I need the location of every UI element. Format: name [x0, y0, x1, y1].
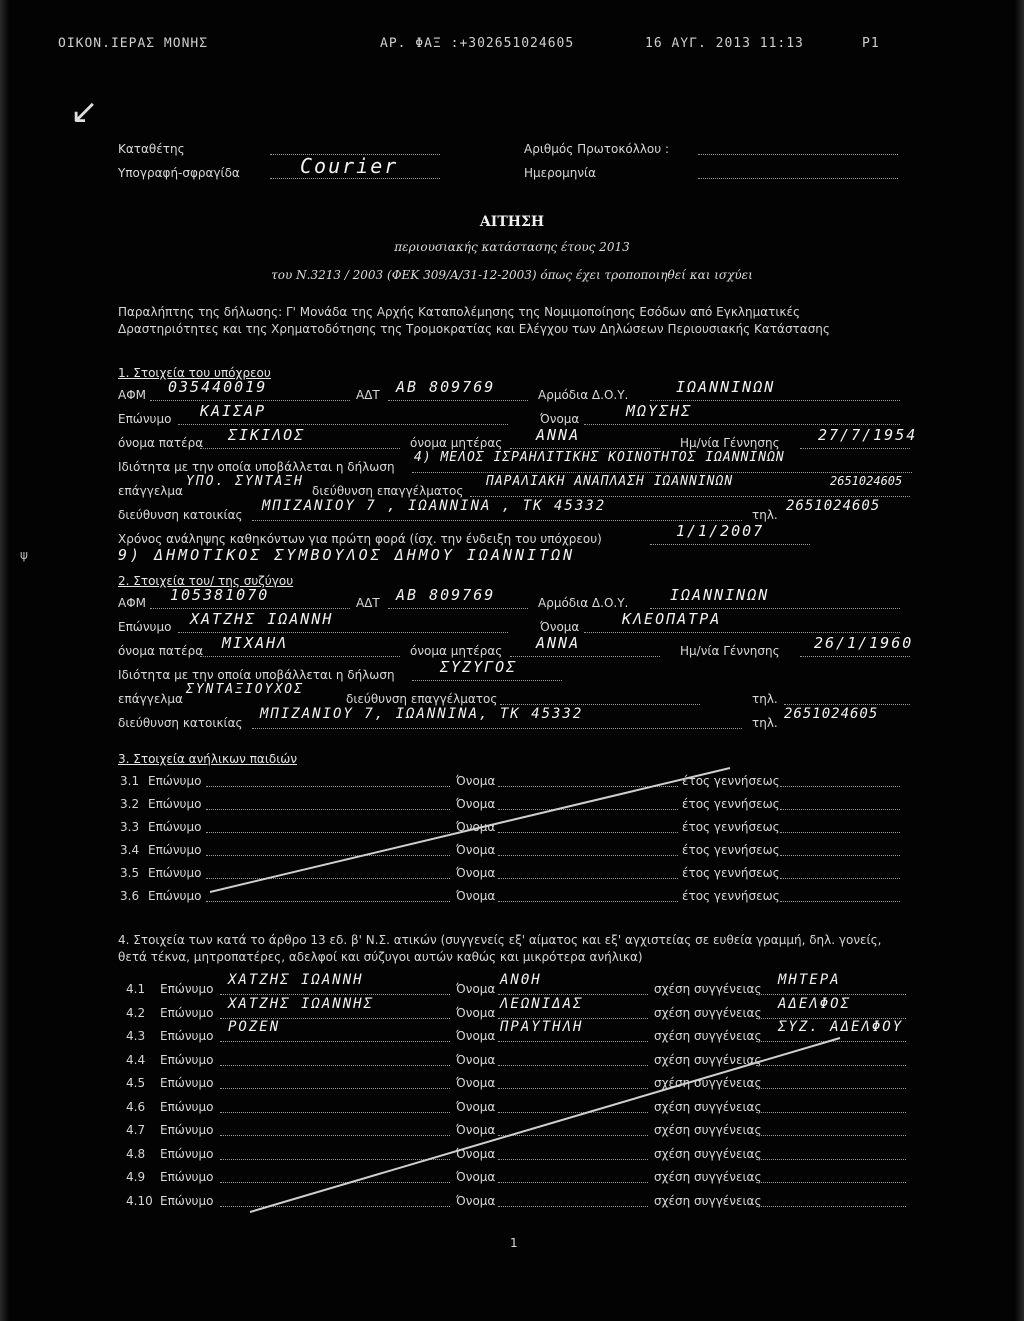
s2-afm-label: ΑΦΜ — [118, 596, 147, 610]
s4-surname-line — [220, 1053, 450, 1066]
s1-doy-label: Αρμόδια Δ.Ο.Υ. — [538, 388, 629, 402]
s2-mother: ΑΝΝΑ — [536, 634, 581, 652]
s3-name-label: Όνομα — [456, 889, 496, 903]
s2-capacity-label: Ιδιότητα με την οποία υποβάλλεται η δήλωση — [118, 668, 395, 682]
scan-edge-left — [0, 0, 10, 1321]
s4-name-label: Όνομα — [456, 1170, 496, 1184]
s1-start: 1/1/2007 — [676, 522, 765, 540]
s2-birth: 26/1/1960 — [814, 634, 914, 652]
s2-home-tel-label: τηλ. — [752, 716, 778, 730]
s1-home-label: διεύθυνση κατοικίας — [118, 508, 243, 522]
fax-page: P1 — [862, 36, 880, 51]
s3-surname-label: Επώνυμο — [148, 774, 202, 788]
s2-name-label: Όνομα — [540, 620, 580, 634]
s3-year-label: έτος γεννήσεως — [682, 820, 780, 834]
s3-name-line — [498, 820, 678, 833]
s4-name-label: Όνομα — [456, 1076, 496, 1090]
fax-number: ΑΡ. ΦΑΞ :+302651024605 — [380, 36, 575, 51]
s3-year-label: έτος γεννήσεως — [682, 843, 780, 857]
s1-name-label: Όνομα — [540, 412, 580, 426]
s4-name-line — [498, 1053, 648, 1066]
section1-title: 1. Στοιχεία του υπόχρεου — [118, 366, 271, 380]
s1-office-tel: 2651024605 — [830, 474, 903, 488]
s3-surname-label: Επώνυμο — [148, 843, 202, 857]
s4-surname-line — [220, 1100, 450, 1113]
s1-afm-label: ΑΦΜ — [118, 388, 147, 402]
s3-surname-label: Επώνυμο — [148, 797, 202, 811]
s3-year-line — [780, 797, 900, 810]
s1-adt-label: ΑΔΤ — [356, 388, 380, 402]
scan-edge-right — [1014, 0, 1024, 1321]
s4-relation-line — [756, 1170, 906, 1183]
s2-surname-label: Επώνυμο — [118, 620, 172, 634]
s4-surname-line — [220, 1170, 450, 1183]
fax-datetime: 16 ΑΥΓ. 2013 11:13 — [645, 36, 804, 51]
s3-surname-line — [206, 889, 450, 902]
s1-office-addr: ΠΑΡΑΛΙΑΚΗ ΑΝΑΠΛΑΣΗ ΙΩΑΝΝΙΝΩΝ — [486, 474, 734, 489]
s1-mother: ΑΝΝΑ — [536, 426, 581, 444]
s1-home-tel: 2651024605 — [786, 498, 881, 514]
s2-surname: ΧΑΤΖΗΣ ΙΩΑΝΝΗ — [190, 610, 334, 628]
s4-name: ΛΕΩΝΙΔΑΣ — [500, 996, 584, 1012]
s2-doy-label: Αρμόδια Δ.Ο.Υ. — [538, 596, 629, 610]
recipient-label: Καταθέτης — [118, 142, 185, 156]
s3-name-line — [498, 843, 678, 856]
s3-year-line — [780, 889, 900, 902]
s3-surname-line — [206, 866, 450, 879]
s3-year-line — [780, 866, 900, 879]
s1-name: ΜΩΥΣΗΣ — [626, 402, 693, 420]
s2-office-label: επάγγελμα — [118, 692, 183, 706]
s1-capacity-label: Ιδιότητα με την οποία υποβάλλεται η δήλωση — [118, 460, 395, 474]
s4-relation: ΜΗΤΕΡΑ — [778, 972, 841, 988]
s3-surname-line — [206, 797, 450, 810]
side-mark: ψ — [20, 548, 28, 562]
s1-extra: 9) ΔΗΜΟΤΙΚΟΣ ΣΥΜΒΟΥΛΟΣ ΔΗΜΟΥ ΙΩΑΝΝΙΤΩΝ — [118, 546, 576, 564]
s3-name-label: Όνομα — [456, 843, 496, 857]
s4-relation-label: σχέση συγγένειας — [654, 1076, 762, 1090]
s4-relation-label: σχέση συγγένειας — [654, 1006, 762, 1020]
s4-relation-line — [756, 1100, 906, 1113]
s4-row-no: 4.6 — [126, 1100, 146, 1114]
s1-surname-label: Επώνυμο — [118, 412, 172, 426]
s4-relation: ΑΔΕΛΦΟΣ — [778, 996, 852, 1012]
s4-surname-label: Επώνυμο — [160, 1006, 214, 1020]
s4-name-label: Όνομα — [456, 982, 496, 996]
s2-father-label: όνομα πατέρα — [118, 644, 204, 658]
s4-name-line — [498, 1147, 648, 1160]
s2-adt: ΑΒ 809769 — [396, 586, 496, 604]
s3-row-no: 3.2 — [120, 797, 140, 811]
s1-start-label: Χρόνος ανάληψης καθηκόντων για πρώτη φορά (ίσχ. την ένδειξη του υπόχρεου) — [118, 532, 602, 546]
s2-home-label: διεύθυνση κατοικίας — [118, 716, 243, 730]
s2-father: ΜΙΧΑΗΛ — [222, 634, 289, 652]
s2-office-tel-label: τηλ. — [752, 692, 778, 706]
s1-office-addr-label: διεύθυνση επαγγέλματος — [312, 484, 464, 498]
s1-capacity: 4) ΜΕΛΟΣ ΙΣΡΑΗΛΙΤΙΚΗΣ ΚΟΙΝΟΤΗΤΟΣ ΙΩΑΝΝΙΝΩΝ — [414, 450, 785, 465]
s4-surname-line — [220, 1147, 450, 1160]
s4-surname-line — [220, 1123, 450, 1136]
s3-name-label: Όνομα — [456, 774, 496, 788]
s4-surname: ΡΟΖΕΝ — [228, 1019, 281, 1035]
s4-relation-label: σχέση συγγένειας — [654, 982, 762, 996]
s1-father-label: όνομα πατέρα — [118, 436, 204, 450]
handwritten-mark-icon: ↙ — [70, 92, 99, 132]
s3-row-no: 3.4 — [120, 843, 140, 857]
s4-surname-label: Επώνυμο — [160, 1029, 214, 1043]
s4-name-line — [498, 1170, 648, 1183]
s4-relation-line — [756, 1053, 906, 1066]
s4-surname-label: Επώνυμο — [160, 1147, 214, 1161]
s4-name-label: Όνομα — [456, 1100, 496, 1114]
date-label: Ημερομηνία — [524, 166, 597, 180]
s4-relation-line — [756, 1123, 906, 1136]
s4-surname-line — [220, 1194, 450, 1207]
s3-surname-label: Επώνυμο — [148, 820, 202, 834]
s4-name-line — [498, 1194, 648, 1207]
s1-birth: 27/7/1954 — [818, 426, 918, 444]
s4-relation: ΣΥΖ. ΑΔΕΛΦΟΥ — [778, 1019, 904, 1035]
s3-year-label: έτος γεννήσεως — [682, 866, 780, 880]
s4-relation-label: σχέση συγγένειας — [654, 1123, 762, 1137]
s4-name-label: Όνομα — [456, 1147, 496, 1161]
form-subtitle-1: περιουσιακής κατάστασης έτους 2013 — [394, 240, 630, 254]
page-number: 1 — [510, 1236, 518, 1250]
s4-name-label: Όνομα — [456, 1006, 496, 1020]
s4-name: ΑΝΘΗ — [500, 972, 542, 988]
s4-surname-line — [220, 1076, 450, 1089]
s1-home: ΜΠΙΖΑΝΙΟΥ 7 , ΙΩΑΝΝΙΝΑ , ΤΚ 45332 — [262, 498, 607, 514]
signature-label: Υπογραφή-σφραγίδα — [118, 166, 240, 180]
section2-title: 2. Στοιχεία του/ της συζύγου — [118, 574, 294, 588]
s4-row-no: 4.9 — [126, 1170, 146, 1184]
s3-row-no: 3.5 — [120, 866, 140, 880]
s4-row-no: 4.2 — [126, 1006, 146, 1020]
s4-relation-line — [756, 1194, 906, 1207]
s4-row-no: 4.7 — [126, 1123, 146, 1137]
section3-title: 3. Στοιχεία ανήλικων παιδιών — [118, 752, 298, 766]
s2-afm: 105381070 — [170, 586, 270, 604]
s4-relation-line — [756, 1147, 906, 1160]
intro-paragraph: Παραλήπτης της δήλωσης: Γ' Μονάδα της Αρχής Καταπολέμησης της Νομιμοποίησης Εσόδων από Εγκληματικές Δραστηριότητες και της Χρηματοδότησης της Τρομοκρατίας και Ελέγχου των Δηλώσεων Περιουσιακής Κατάστασης — [118, 305, 830, 336]
s4-name-line — [498, 1076, 648, 1089]
s4-name-label: Όνομα — [456, 1053, 496, 1067]
s3-year-label: έτος γεννήσεως — [682, 889, 780, 903]
s3-surname-label: Επώνυμο — [148, 889, 202, 903]
s4-row-no: 4.3 — [126, 1029, 146, 1043]
s4-relation-label: σχέση συγγένειας — [654, 1194, 762, 1208]
fax-sender: ΟΙΚΟΝ.ΙΕΡΑΣ ΜΟΝΗΣ — [58, 36, 209, 51]
s1-afm: 035440019 — [168, 378, 268, 396]
s4-name-line — [498, 1100, 648, 1113]
s1-adt: ΑΒ 809769 — [396, 378, 496, 396]
s1-father: ΣΙΚΙΛΟΣ — [228, 426, 306, 444]
s4-surname: ΧΑΤΖΗΣ ΙΩΑΝΝΗ — [228, 972, 364, 988]
form-subtitle-2: του Ν.3213 / 2003 (ΦΕΚ 309/Α/31-12-2003) όπως έχει τροποποιηθεί και ισχύει — [271, 268, 753, 282]
s3-surname-line — [206, 843, 450, 856]
s2-mother-line — [510, 644, 660, 657]
s2-office: ΣΥΝΤΑΞΙΟΥΧΟΣ — [186, 682, 304, 697]
s2-home-tel: 2651024605 — [784, 706, 879, 722]
protocol-label: Αριθμός Πρωτοκόλλου : — [524, 142, 670, 156]
s2-office-tel-line — [784, 692, 910, 705]
s3-year-label: έτος γεννήσεως — [682, 797, 780, 811]
s4-surname-label: Επώνυμο — [160, 1076, 214, 1090]
s1-office: ΥΠΟ. ΣΥΝΤΑΞΗ — [186, 474, 304, 489]
s4-surname-label: Επώνυμο — [160, 1053, 214, 1067]
s3-name-label: Όνομα — [456, 820, 496, 834]
date-line — [698, 166, 898, 179]
s1-birth-label: Ημ/νία Γέννησης — [680, 436, 780, 450]
s4-name-label: Όνομα — [456, 1194, 496, 1208]
s4-surname: ΧΑΤΖΗΣ ΙΩΑΝΝΗΣ — [228, 996, 375, 1012]
s4-relation-label: σχέση συγγένειας — [654, 1170, 762, 1184]
s2-doy: ΙΩΑΝΝΙΝΩΝ — [670, 586, 770, 604]
s4-name-label: Όνομα — [456, 1123, 496, 1137]
s3-row-no: 3.1 — [120, 774, 140, 788]
s4-name: ΠΡΑΥΤΗΛΗ — [500, 1019, 584, 1035]
s4-relation-line — [756, 1076, 906, 1089]
s4-relation-label: σχέση συγγένειας — [654, 1053, 762, 1067]
s4-surname-label: Επώνυμο — [160, 1194, 214, 1208]
s4-surname-label: Επώνυμο — [160, 1170, 214, 1184]
s3-row-no: 3.6 — [120, 889, 140, 903]
s2-birth-label: Ημ/νία Γέννησης — [680, 644, 780, 658]
s1-office-label: επάγγελμα — [118, 484, 183, 498]
s3-year-line — [780, 843, 900, 856]
s3-year-line — [780, 774, 900, 787]
s3-name-label: Όνομα — [456, 797, 496, 811]
s3-surname-label: Επώνυμο — [148, 866, 202, 880]
s4-surname-label: Επώνυμο — [160, 982, 214, 996]
s4-relation-label: σχέση συγγένειας — [654, 1029, 762, 1043]
s3-name-label: Όνομα — [456, 866, 496, 880]
s4-row-no: 4.4 — [126, 1053, 146, 1067]
s4-name-label: Όνομα — [456, 1029, 496, 1043]
s1-mother-line — [510, 436, 660, 449]
s4-row-no: 4.1 — [126, 982, 146, 996]
s2-capacity: ΣΥΖΥΓΟΣ — [440, 658, 518, 676]
s4-row-no: 4.8 — [126, 1147, 146, 1161]
form-title: ΑΙΤΗΣΗ — [479, 214, 545, 230]
s1-mother-label: όνομα μητέρας — [410, 436, 503, 450]
s2-name: ΚΛΕΟΠΑΤΡΑ — [622, 610, 722, 628]
s2-office-addr-label: διεύθυνση επαγγέλματος — [346, 692, 498, 706]
s3-name-line — [498, 866, 678, 879]
s1-home-tel-label: τηλ. — [752, 508, 778, 522]
s4-relation-label: σχέση συγγένειας — [654, 1147, 762, 1161]
s2-mother-label: όνομα μητέρας — [410, 644, 503, 658]
s3-year-line — [780, 820, 900, 833]
s4-row-no: 4.5 — [126, 1076, 146, 1090]
s4-name-line — [498, 1123, 648, 1136]
s3-surname-line — [206, 820, 450, 833]
s3-name-line — [498, 797, 678, 810]
s3-year-label: έτος γεννήσεως — [682, 774, 780, 788]
protocol-line — [698, 142, 898, 155]
s2-adt-label: ΑΔΤ — [356, 596, 380, 610]
s4-surname-label: Επώνυμο — [160, 1123, 214, 1137]
s4-row-no: 4.10 — [126, 1194, 153, 1208]
s3-name-line — [498, 889, 678, 902]
s3-row-no: 3.3 — [120, 820, 140, 834]
s3-name-line — [498, 774, 678, 787]
section4-title: 4. Στοιχεία των κατά το άρθρο 13 εδ. β' Ν.Σ. ατικών (συγγενείς εξ' αίματος και εξ' αγχιστείας σε ευθεία γραμμή, δηλ. γονείς, θετά τέκνα, μητροπατέρες, αδελφοί και σύζυγοι αυτών καθώς και μικρότερα ανήλικα) — [118, 933, 882, 964]
s2-home: ΜΠΙΖΑΝΙΟΥ 7, ΙΩΑΝΝΙΝΑ, ΤΚ 45332 — [260, 706, 584, 722]
signature-value: Courier — [300, 154, 399, 178]
s2-office-addr-line — [500, 692, 700, 705]
s1-doy: ΙΩΑΝΝΙΝΩΝ — [676, 378, 776, 396]
s3-surname-line — [206, 774, 450, 787]
s4-relation-label: σχέση συγγένειας — [654, 1100, 762, 1114]
s1-surname: ΚΑΙΣΑΡ — [200, 402, 267, 420]
s4-surname-label: Επώνυμο — [160, 1100, 214, 1114]
